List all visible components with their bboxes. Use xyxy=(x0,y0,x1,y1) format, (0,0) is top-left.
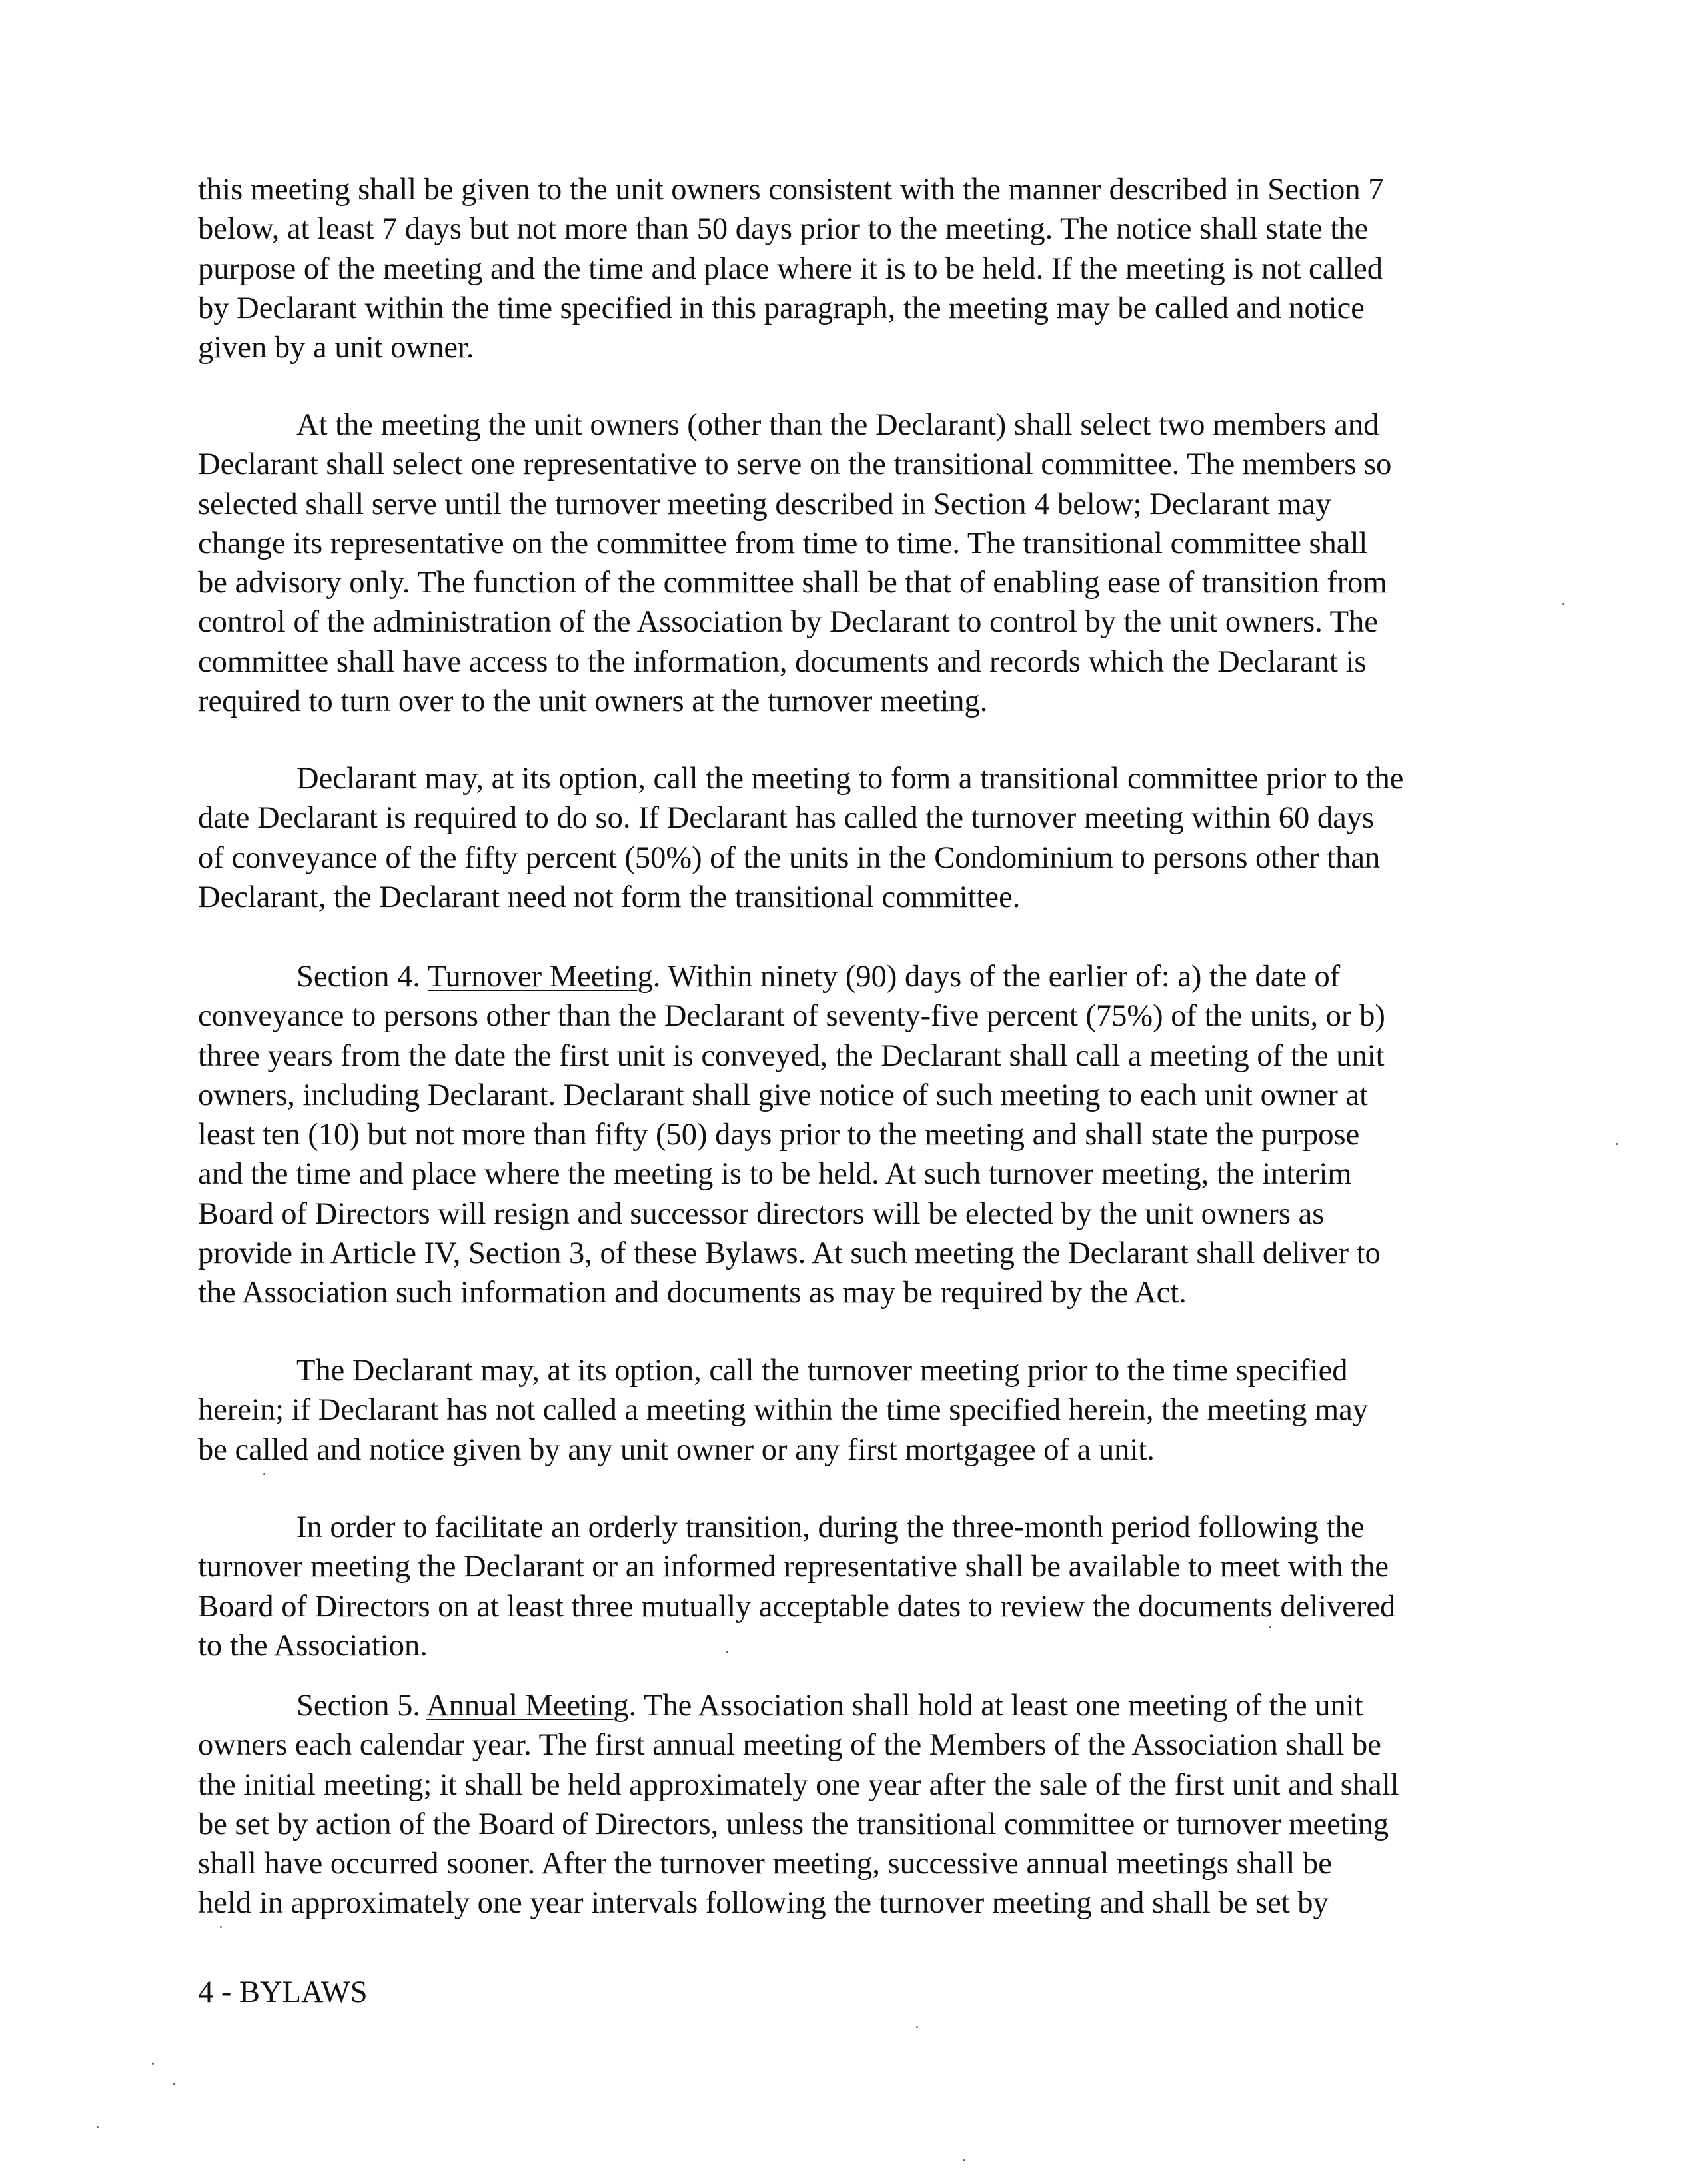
paragraph-orderly-transition xyxy=(198,1508,1504,1665)
text-line: and the time and place where the meeting is to be held. At such turnover meeting, the interim xyxy=(198,1157,1352,1192)
text-line: selected shall serve until the turnover meeting described in Section 4 below; Declarant may xyxy=(198,487,1331,521)
scan-speck xyxy=(220,1926,222,1928)
text-line: shall have occurred sooner. After the turnover meeting, successive annual meetings shall be xyxy=(198,1847,1332,1881)
text-line: three years from the date the first unit is conveyed, the Declarant shall call a meeting of the unit xyxy=(198,1038,1385,1073)
text-line: be advisory only. The function of the committee shall be that of enabling ease of transition from xyxy=(198,566,1387,600)
text-line: Declarant, the Declarant need not form the transitional committee. xyxy=(198,880,1021,914)
text-line: held in approximately one year intervals following the turnover meeting and shall be set by xyxy=(198,1886,1329,1921)
section-title: Turnover Meeting xyxy=(427,960,653,994)
scan-speck xyxy=(263,1473,265,1475)
section-heading-rest: . The Association shall hold at least one meeting of the unit xyxy=(628,1689,1363,1723)
scan-speck xyxy=(1562,603,1564,605)
scan-speck xyxy=(97,2126,99,2128)
text-line: Board of Directors will resign and successor directors will be elected by the unit owners as xyxy=(198,1196,1325,1231)
text-line: by Declarant within the time specified in this paragraph, the meeting may be called and notice xyxy=(198,291,1365,325)
text-line: herein; if Declarant has not called a meeting within the time specified herein, the meeting may xyxy=(198,1393,1369,1428)
section-4-turnover-meeting xyxy=(198,957,1504,1313)
text-line: below, at least 7 days but not more than 50 days prior to the meeting. The notice shall state the xyxy=(198,212,1369,247)
text-line: Declarant may, at its option, call the meeting to form a transitional committee prior to the xyxy=(296,762,1404,796)
text-line: control of the administration of the Association by Declarant to control by the unit owners. The xyxy=(198,605,1378,640)
scan-speck xyxy=(1269,1626,1271,1628)
section-number: Section 5. xyxy=(296,1689,427,1723)
text-line: to the Association. xyxy=(198,1628,428,1663)
scan-speck xyxy=(916,2026,918,2028)
text-line: Declarant shall select one representative to serve on the transitional committee. The members so xyxy=(198,447,1392,482)
scan-speck xyxy=(173,2083,175,2085)
text-line: In order to facilitate an orderly transition, during the three-month period following the xyxy=(296,1510,1365,1544)
text-line: of conveyance of the fifty percent (50%) of the units in the Condominium to persons other than xyxy=(198,840,1381,875)
text-line: this meeting shall be given to the unit owners consistent with the manner described in Section 7 xyxy=(198,173,1384,207)
text-line: the initial meeting; it shall be held approximately one year after the sale of the first unit and shall xyxy=(198,1767,1399,1802)
text-line: committee shall have access to the information, documents and records which the Declarant is xyxy=(198,644,1367,679)
section-heading-line xyxy=(198,1686,1504,1725)
paragraph-meeting-notice xyxy=(198,170,1504,367)
text-line: date Declarant is required to do so. If Declarant has called the turnover meeting within 60 days xyxy=(198,801,1375,836)
section-heading-rest: . Within ninety (90) days of the earlier of: a) the date of xyxy=(652,960,1341,994)
text-line: Board of Directors on at least three mutually acceptable dates to review the documents delivered xyxy=(198,1589,1396,1624)
text-line: change its representative on the committee from time to time. The transitional committee shall xyxy=(198,526,1368,560)
section-5-annual-meeting xyxy=(198,1686,1504,1923)
paragraph-declarant-option xyxy=(198,759,1504,917)
text-line: owners each calendar year. The first annual meeting of the Members of the Association shall be xyxy=(198,1728,1381,1763)
section-heading-line xyxy=(198,957,1504,996)
section-title: Annual Meeting xyxy=(426,1689,629,1723)
section-number: Section 4. xyxy=(296,960,428,994)
text-line: be set by action of the Board of Directors, unless the transitional committee or turnover meeting xyxy=(198,1807,1389,1841)
text-line: given by a unit owner. xyxy=(198,331,474,365)
text-line: turnover meeting the Declarant or an informed representative shall be available to meet with the xyxy=(198,1550,1389,1584)
text-line: least ten (10) but not more than fifty (50) days prior to the meeting and shall state the purpose xyxy=(198,1118,1360,1152)
scan-speck xyxy=(1616,1143,1618,1145)
text-line: conveyance to persons other than the Declarant of seventy-five percent (75%) of the units, or b) xyxy=(198,999,1385,1034)
text-line: The Declarant may, at its option, call the turnover meeting prior to the time specified xyxy=(296,1354,1348,1388)
paragraph-transitional-committee-selection xyxy=(198,405,1504,721)
text-line: be called and notice given by any unit owner or any first mortgagee of a unit. xyxy=(198,1432,1155,1467)
page-footer: 4 - BYLAWS xyxy=(198,1975,368,2009)
scan-speck xyxy=(152,2063,154,2065)
text-line: required to turn over to the unit owners at the turnover meeting. xyxy=(198,684,988,719)
text-line: the Association such information and documents as may be required by the Act. xyxy=(198,1276,1187,1310)
text-line: provide in Article IV, Section 3, of these Bylaws. At such meeting the Declarant shall deliver to xyxy=(198,1236,1381,1271)
text-line: owners, including Declarant. Declarant shall give notice of such meeting to each unit owner at xyxy=(198,1078,1369,1112)
scan-speck xyxy=(726,1651,728,1653)
scan-speck xyxy=(963,2159,965,2161)
text-line: At the meeting the unit owners (other than the Declarant) shall select two members and xyxy=(296,408,1379,442)
text-line: purpose of the meeting and the time and place where it is to be held. If the meeting is not called xyxy=(198,251,1383,286)
paragraph-turnover-option xyxy=(198,1351,1504,1470)
